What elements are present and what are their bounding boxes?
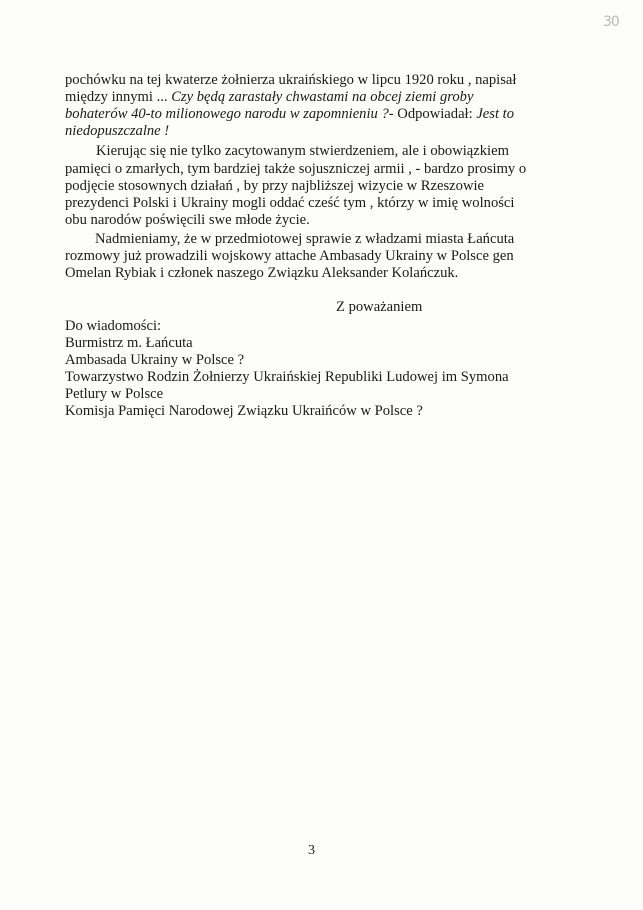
recipient-item: Komisja Pamięci Narodowej Związku Ukraińców w Polsce ? [65,403,423,419]
paragraph-2-line-5: obu narodów poświęcili swe młode życie. [65,212,310,228]
paragraph-2-line-3: podjęcie stosownych działań , by przy najbliższej wizycie w Rzeszowie [65,178,485,194]
paragraph-2-line-4: prezydenci Polski i Ukrainy mogli oddać cześć tym , którzy w imię wolności [65,195,515,211]
paragraph-3-line-3: Omelan Rybiak i członek naszego Związku Aleksander Kolańczuk. [65,265,459,281]
paragraph-2-line-1: Kierując się nie tylko zacytowanym stwierdzeniem, ale i obowiązkiem [96,143,509,159]
recipient-item: Burmistrz m. Łańcuta [65,335,193,351]
paragraph-3-line-2: rozmowy już prowadzili wojskowy attache Ambasady Ukrainy w Polsce gen [65,248,514,264]
paragraph-3-line-1: Nadmieniamy, że w przedmiotowej sprawie z władzami miasta Łańcuta [95,231,515,247]
quote-text: Czy będą zarastały chwastami na obcej ziemi groby [171,89,474,105]
reply-intro: - Odpowiadał: [388,106,477,122]
page-number: 3 [308,843,315,858]
paragraph-2-line-2: pamięci o zmarłych, tym bardziej także sojuszniczej armii , - bardzo prosimy o [65,161,527,177]
paragraph-1-line-2-text: między innymi ... [65,89,172,105]
recipients-heading: Do wiadomości: [65,318,162,334]
reply-quote-end: niedopuszczalne ! [65,123,170,139]
pencil-page-annotation: 30 [603,14,619,30]
paragraph-1-line-1: pochówku na tej kwaterze żołnierza ukraińskiego w lipcu 1920 roku , napisał [65,72,517,88]
paragraph-1-line-2 [65,89,473,106]
recipient-item: Petlury w Polsce [65,386,164,402]
closing-salutation: Z poważaniem [336,299,423,315]
recipient-item: Towarzystwo Rodzin Żołnierzy Ukraińskiej Republiki Ludowej im Symona [65,369,509,385]
paragraph-1-line-3 [65,106,514,123]
quote-text-continued: bohaterów 40-to milionowego narodu w zapomnieniu ? [65,106,389,122]
reply-quote: Jest to [476,106,515,122]
recipient-item: Ambasada Ukrainy w Polsce ? [65,352,245,368]
